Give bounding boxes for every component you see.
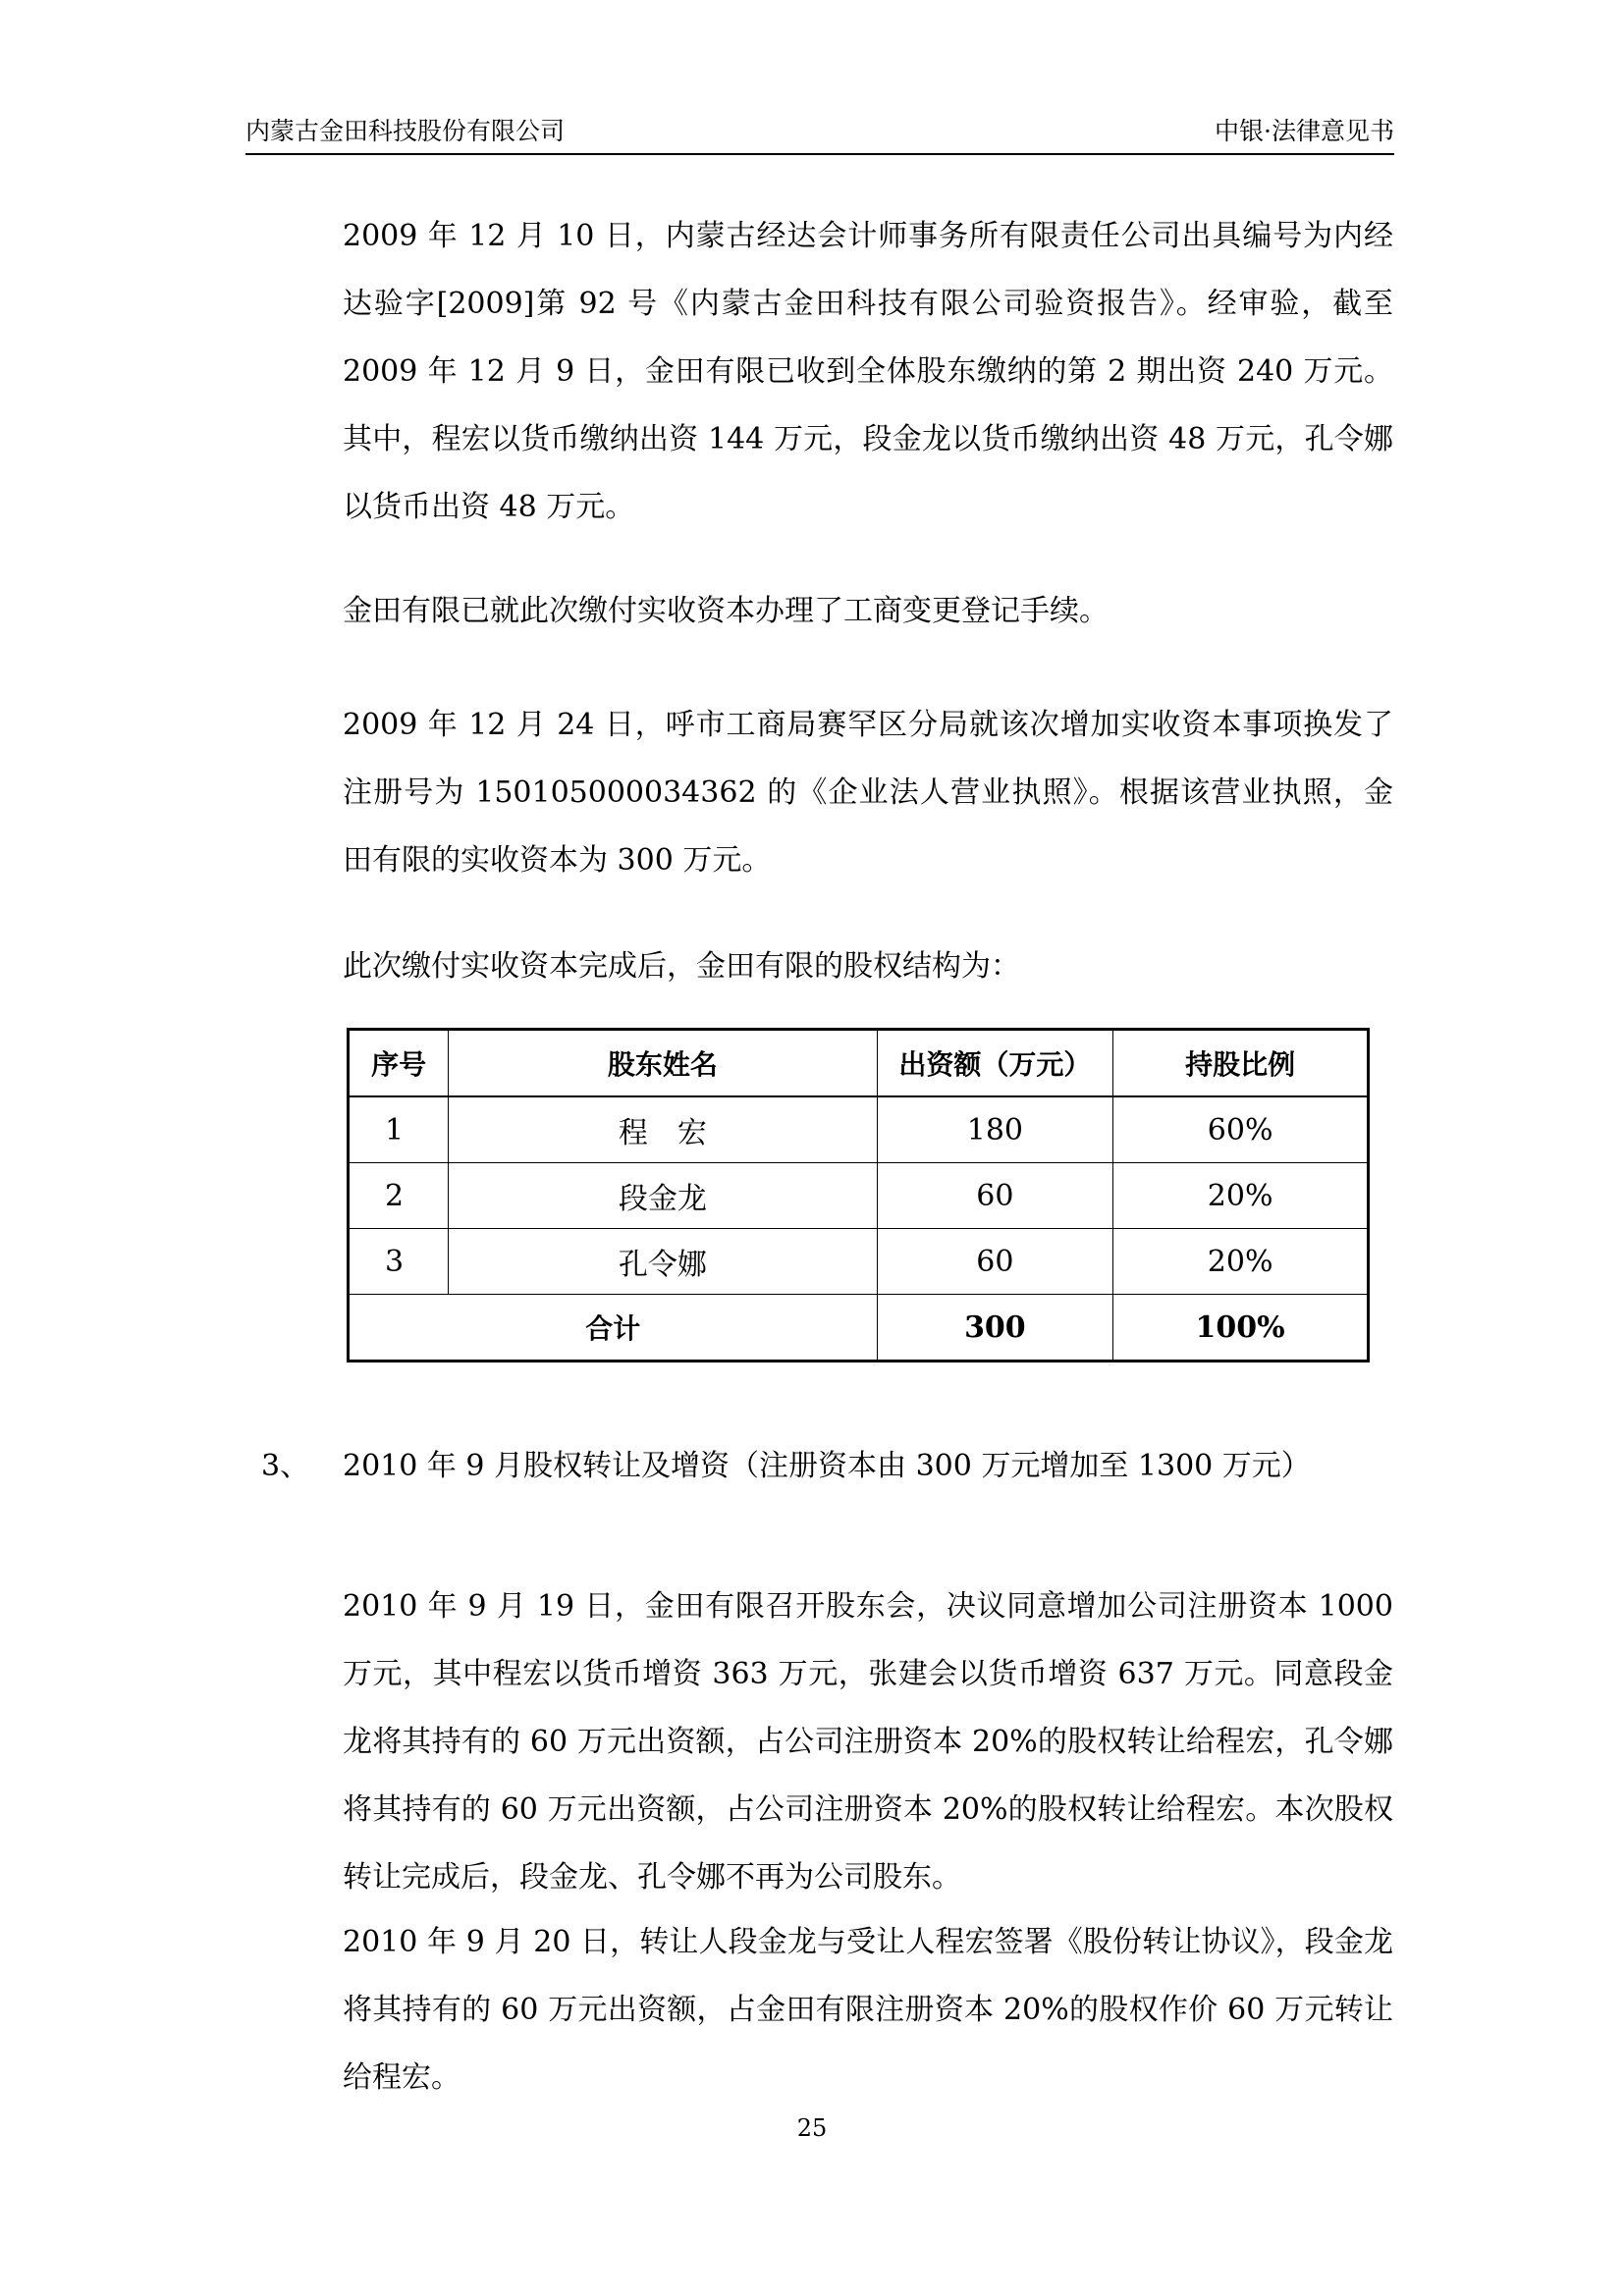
cell-shareholding-ratio: 60% [1113, 1096, 1369, 1163]
cell-shareholding-ratio: 20% [1113, 1229, 1369, 1295]
paragraph-business-license: 2009 年 12 月 24 日，呼市工商局赛罕区分局就该次增加实收资本事项换发了注册号为 150105000034362 的《企业法人营业执照》。根据该营业执照，金田有限的实收资本为 300 万元。 [343, 708, 1393, 878]
table-row [349, 1096, 1369, 1163]
cell-capital-amount: 60 [877, 1163, 1113, 1229]
cell-total-ratio: 100% [1113, 1295, 1369, 1362]
paragraph-shareholder-meeting: 2010 年 9 月 19 日，金田有限召开股东会，决议同意增加公司注册资本 1000 万元，其中程宏以货币增资 363 万元，张建会以货币增资 637 万元。同意段金龙将其持有的 60 万元出资额，占公司注册资本 20%的股权转让给程宏，孔令娜将其持有的 60 万元出资额，占公司注册资本 20%的股权转让给程宏。本次股权转让完成后，段金龙、孔令娜不再为公司股东。 [343, 1589, 1393, 1895]
paragraph-share-transfer-agreement: 2010 年 9 月 20 日，转让人段金龙与受让人程宏签署《股份转让协议》，段金龙将其持有的 60 万元出资额，占金田有限注册资本 20%的股权作价 60 万元转让给程宏。 [343, 1925, 1393, 2095]
cell-capital-amount: 60 [877, 1229, 1113, 1295]
header-shareholder-name: 股东姓名 [449, 1030, 877, 1097]
cell-shareholding-ratio: 20% [1113, 1163, 1369, 1229]
paragraph-registration-change: 金田有限已就此次缴付实收资本办理了工商变更登记手续。 [343, 594, 1109, 628]
section-title: 2010 年 9 月股权转让及增资（注册资本由 300 万元增加至 1300 万元） [343, 1449, 1311, 1483]
page-header [245, 114, 1394, 149]
header-document-title: 中银·法律意见书 [1215, 117, 1394, 145]
table-row [349, 1229, 1369, 1295]
section-number: 3、 [261, 1449, 310, 1483]
header-capital-amount: 出资额（万元） [877, 1030, 1113, 1097]
paragraph-capital-verification: 2009 年 12 月 10 日，内蒙古经达会计师事务所有限责任公司出具编号为内经达验字[2009]第 92 号《内蒙古金田科技有限公司验资报告》。经审验，截至 2009 年 12 月 9 日，金田有限已收到全体股东缴纳的第 2 期出资 240 万元。其中，程宏以货币缴纳出资 144 万元，段金龙以货币缴纳出资 48 万元，孔令娜以货币出资 48 万元。 [343, 219, 1393, 524]
table-header-row [349, 1030, 1369, 1097]
page-number: 25 [796, 2114, 828, 2142]
cell-shareholder-name: 段金龙 [449, 1163, 877, 1229]
header-shareholding-ratio: 持股比例 [1113, 1030, 1369, 1097]
header-company-name: 内蒙古金田科技股份有限公司 [245, 117, 566, 145]
cell-serial-number: 3 [349, 1229, 449, 1295]
cell-total-amount: 300 [877, 1295, 1113, 1362]
cell-capital-amount: 180 [877, 1096, 1113, 1163]
cell-shareholder-name: 孔令娜 [449, 1229, 877, 1295]
header-divider [245, 153, 1394, 155]
cell-total-label: 合计 [349, 1295, 878, 1362]
table-row [349, 1163, 1369, 1229]
cell-serial-number: 1 [349, 1096, 449, 1163]
table-total-row [349, 1295, 1369, 1362]
paragraph-equity-structure-intro: 此次缴付实收资本完成后，金田有限的股权结构为： [343, 949, 1020, 984]
header-serial-number: 序号 [349, 1030, 449, 1097]
cell-shareholder-name: 程 宏 [449, 1096, 877, 1163]
equity-structure-table [347, 1028, 1370, 1362]
cell-serial-number: 2 [349, 1163, 449, 1229]
